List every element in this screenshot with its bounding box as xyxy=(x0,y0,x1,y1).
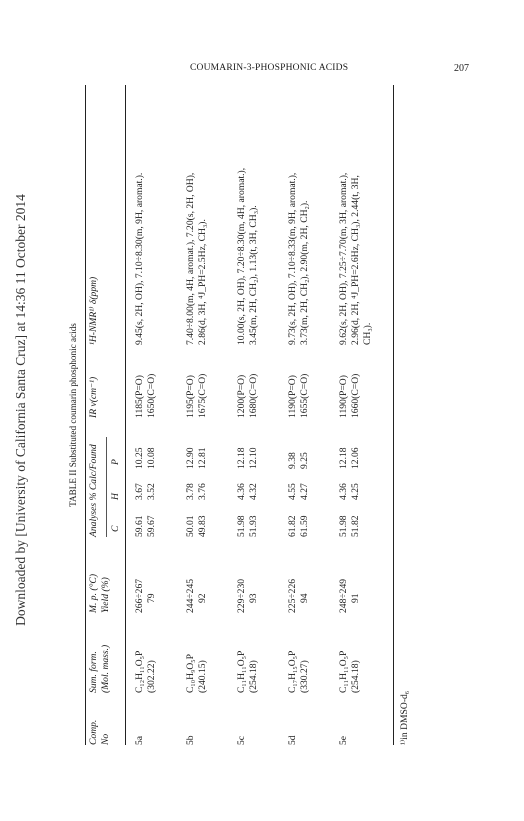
cell-ir: 1675(C=O) xyxy=(197,373,208,418)
header-sum-line1: Sum. form. xyxy=(88,651,99,693)
cell-melting-point: 225÷226 xyxy=(287,578,298,613)
cell-ir: 1185(P=O) xyxy=(134,375,145,418)
cell-h: 4.55 xyxy=(287,483,298,500)
header-nmr: ¹H-NMR¹⁾ δ(ppm) xyxy=(88,276,99,345)
cell-h: 3.67 xyxy=(134,483,145,500)
cell-mol-mass: (254.18) xyxy=(350,660,361,693)
cell-mol-mass: (302.22) xyxy=(146,660,157,693)
header-sum-form xyxy=(88,645,112,693)
cell-ir: 1195(P=O) xyxy=(185,375,196,418)
cell-h: 4.32 xyxy=(248,483,259,500)
cell-ir: 1660(C=O) xyxy=(350,373,361,418)
cell-comp-no: 5b xyxy=(185,735,196,745)
cell-p: 12.06 xyxy=(350,447,361,469)
header-mp-line1: M. p. (°C) xyxy=(88,573,99,613)
cell-h: 3.76 xyxy=(197,483,208,500)
cell-formula: C₁₇H₁₅O₅P xyxy=(287,650,298,693)
cell-nmr: 7.40÷8.00(m, 4H, aromat.), 7.20(s, 2H, OH), xyxy=(185,172,196,345)
cell-yield: 92 xyxy=(197,593,208,603)
cell-mol-mass: (240.15) xyxy=(197,660,208,693)
cell-nmr: 9.73(s, 2H, OH), 7.10÷8.33(m, 9H, aromat.), xyxy=(287,172,298,345)
cell-mol-mass: (330.27) xyxy=(299,660,310,693)
cell-ir: 1190(P=O) xyxy=(338,375,349,418)
cell-p: 12.18 xyxy=(236,447,247,469)
cell-c: 61.82 xyxy=(287,515,298,537)
table-header-rule xyxy=(125,85,126,745)
cell-c: 61.59 xyxy=(299,515,310,537)
cell-p: 12.81 xyxy=(197,447,208,469)
header-mp-yield xyxy=(88,574,112,613)
cell-nmr: 3.45(m, 2H, CH₂), 1.13(t, 3H, CH₃). xyxy=(248,205,259,345)
cell-formula: C₁₁H₁₁O₅P xyxy=(338,650,349,693)
cell-nmr: 2.86(d, 3H, ⁴J_PH=2.5Hz, CH₃). xyxy=(197,219,208,345)
cell-c: 49.83 xyxy=(197,515,208,537)
cell-h: 4.36 xyxy=(338,483,349,500)
table-caption: TABLE II Substituted coumarin phosphonic acids xyxy=(68,323,78,507)
cell-c: 51.98 xyxy=(236,515,247,537)
cell-formula: C₁₁H₁₁O₅P xyxy=(236,650,247,693)
rotated-table-area xyxy=(65,85,455,745)
cell-comp-no: 5a xyxy=(134,735,145,745)
cell-p: 12.10 xyxy=(248,447,259,469)
page-number: 207 xyxy=(454,63,469,74)
cell-ir: 1190(P=O) xyxy=(287,375,298,418)
header-analyses: Analyses % Calc/Found xyxy=(88,444,99,537)
cell-nmr: 3.73(m, 2H, CH₂), 2.90(m, 2H, CH₂). xyxy=(299,200,310,345)
cell-p: 10.08 xyxy=(146,447,157,469)
cell-p: 12.18 xyxy=(338,447,349,469)
cell-c: 51.82 xyxy=(350,515,361,537)
cell-comp-no: 5d xyxy=(287,735,298,745)
cell-yield: 93 xyxy=(248,593,259,603)
cell-ir: 1200(P=O) xyxy=(236,374,247,418)
cell-h: 4.36 xyxy=(236,483,247,500)
cell-yield: 79 xyxy=(146,593,157,603)
table-top-rule xyxy=(85,85,86,745)
cell-melting-point: 266÷267 xyxy=(134,578,145,613)
cell-melting-point: 244÷245 xyxy=(185,578,196,613)
cell-mol-mass: (254.18) xyxy=(248,660,259,693)
table-container xyxy=(65,85,455,745)
analyses-subrule xyxy=(106,437,107,537)
cell-c: 59.67 xyxy=(146,515,157,537)
header-sum-line2: (Mol. mass.) xyxy=(100,644,111,693)
header-comp-line2: No xyxy=(100,733,111,745)
download-watermark xyxy=(12,0,30,821)
cell-p: 10.25 xyxy=(134,447,145,469)
cell-h: 4.27 xyxy=(299,483,310,500)
header-mp-line2: Yield (%) xyxy=(100,577,111,613)
cell-p: 9.25 xyxy=(299,452,310,469)
header-c: C xyxy=(110,525,121,532)
cell-h: 4.25 xyxy=(350,483,361,500)
cell-nmr: 2.96(d, 2H, ⁴J_PH=2.6Hz, CH₃), 2.44(t, 3H, xyxy=(350,175,361,345)
cell-comp-no: 5e xyxy=(338,735,349,745)
watermark-text: Downloaded by [University of California Santa Cruz] at 14:36 11 October 2014 xyxy=(13,194,28,626)
cell-c: 51.93 xyxy=(248,515,259,537)
cell-nmr: 9.62(s, 2H, OH), 7.25÷7.70(m, 3H, aromat.), xyxy=(338,172,349,345)
cell-h: 3.52 xyxy=(146,483,157,500)
header-comp-line1: Comp. xyxy=(88,719,99,745)
header-p: P xyxy=(110,459,121,465)
header-h: H xyxy=(110,493,121,500)
table-footnote: ¹⁾in DMSO-d₆ xyxy=(399,690,410,745)
cell-c: 50.01 xyxy=(185,515,196,537)
cell-comp-no: 5c xyxy=(236,735,247,745)
cell-c: 59.61 xyxy=(134,515,145,537)
header-ir: IR ν(cm⁻¹) xyxy=(88,376,99,418)
cell-nmr: 9.45(s, 2H, OH), 7.10÷8.30(m, 9H, aromat.). xyxy=(134,172,145,345)
cell-formula: C₁₂H₁₁O₅P xyxy=(134,650,145,693)
running-head: COUMARIN-3-PHOSPHONIC ACIDS xyxy=(190,63,349,73)
cell-nmr: CH₃). xyxy=(362,322,373,345)
header-comp xyxy=(88,720,112,745)
cell-ir: 1655(C=O) xyxy=(299,373,310,418)
cell-yield: 91 xyxy=(350,593,361,603)
cell-ir: 1650(C=O) xyxy=(146,373,157,418)
cell-h: 3.78 xyxy=(185,483,196,500)
cell-c: 51.98 xyxy=(338,515,349,537)
cell-melting-point: 229÷230 xyxy=(236,578,247,613)
cell-p: 9.38 xyxy=(287,452,298,469)
cell-yield: 94 xyxy=(299,593,310,603)
cell-formula: C₁₀H₉O₅P xyxy=(185,654,196,693)
cell-melting-point: 248÷249 xyxy=(338,578,349,613)
cell-p: 12.90 xyxy=(185,447,196,469)
cell-ir: 1680(C=O) xyxy=(248,373,259,418)
table-bottom-rule xyxy=(393,85,394,745)
cell-nmr: 10.00(s, 2H, OH), 7.20÷8.30(m, 4H, aromat.), xyxy=(236,167,247,345)
